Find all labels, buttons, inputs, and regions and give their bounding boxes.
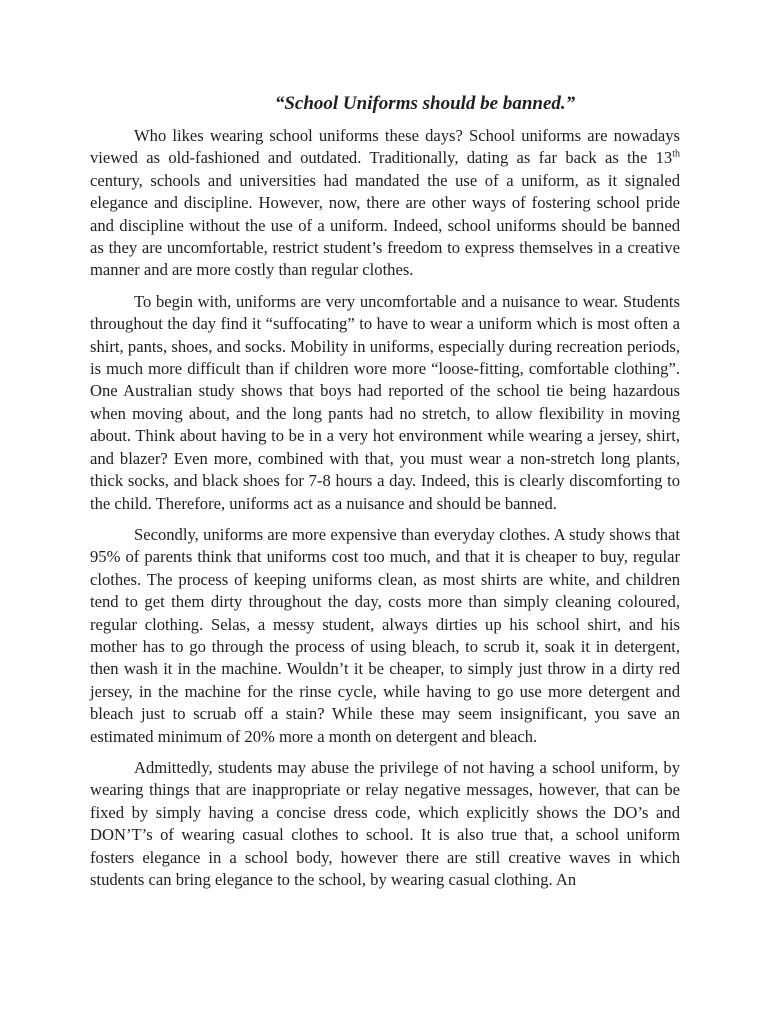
paragraph-cost: Secondly, uniforms are more expensive than everyday clothes. A study shows that 95% of parents think that uniforms cost too much, and that it is cheaper to buy, regular clothes. The process of keeping uniforms clean, as most shirts are white, and children tend to get them dirty throughout the day, costs more than simply cleaning coloured, regular clothing. Selas, a messy student, always dirties up his school shirt, and his mother has to go through the process of using bleach, to scrub it, soak it in detergent, then wash it in the machine. Wouldn’t it be cheaper, to simply just throw in a dirty red jersey, in the machine for the rinse cycle, while having to go use more detergent and bleach just to scruab off a stain? While these may seem insignificant, you save an estimated minimum of 20% more a month on detergent and bleach. (90, 524, 680, 746)
paragraph-intro-text: Who likes wearing school uniforms these days? School uniforms are nowadays viewed as old-fashioned and outdated. Traditionally, dating as far back as the 13 (90, 126, 680, 168)
ordinal-superscript: th (672, 148, 680, 160)
paragraph-intro (90, 125, 680, 282)
essay-title: “School Uniforms should be banned.” (274, 93, 576, 114)
paragraph-counterargument: Admittedly, students may abuse the privilege of not having a school uniform, by wearing things that are inappropriate or relay negative messages, however, that can be fixed by simply having a concise dress code, which explicitly shows the DO’s and DON’T’s of wearing casual clothes to school. It is also true that, a school uniform fosters elegance in a school body, however there are still creative waves in which students can bring elegance to the school, by wearing casual clothing. An (90, 757, 680, 889)
paragraph-intro-text-cont: century, schools and universities had mandated the use of a uniform, as it signaled elegance and discipline. However, now, there are other ways of fostering school pride and discipline without the use of a uniform. Indeed, school uniforms should be banned as they are uncomfortable, restrict student’s freedom to express themselves in a creative manner and are more costly than regular clothes. (90, 170, 680, 280)
paragraph-comfort: To begin with, uniforms are very uncomfortable and a nuisance to wear. Students throughout the day find it “suffocating” to have to wear a uniform which is most often a shirt, pants, shoes, and socks. Mobility in uniforms, especially during recreation periods, is much more difficult than if children wore more “loose-fitting, comfortable clothing”. One Australian study shows that boys had reported of the school tie being hazardous when moving about, and the long pants had no stretch, to allow flexibility in moving about. Think about having to be in a very hot environment while wearing a jersey, shirt, and blazer? Even more, combined with that, you must wear a non-stretch long plants, thick socks, and black shoes for 7-8 hours a day. Indeed, this is clearly discomforting to the child. Therefore, uniforms act as a nuisance and should be banned. (90, 291, 680, 513)
